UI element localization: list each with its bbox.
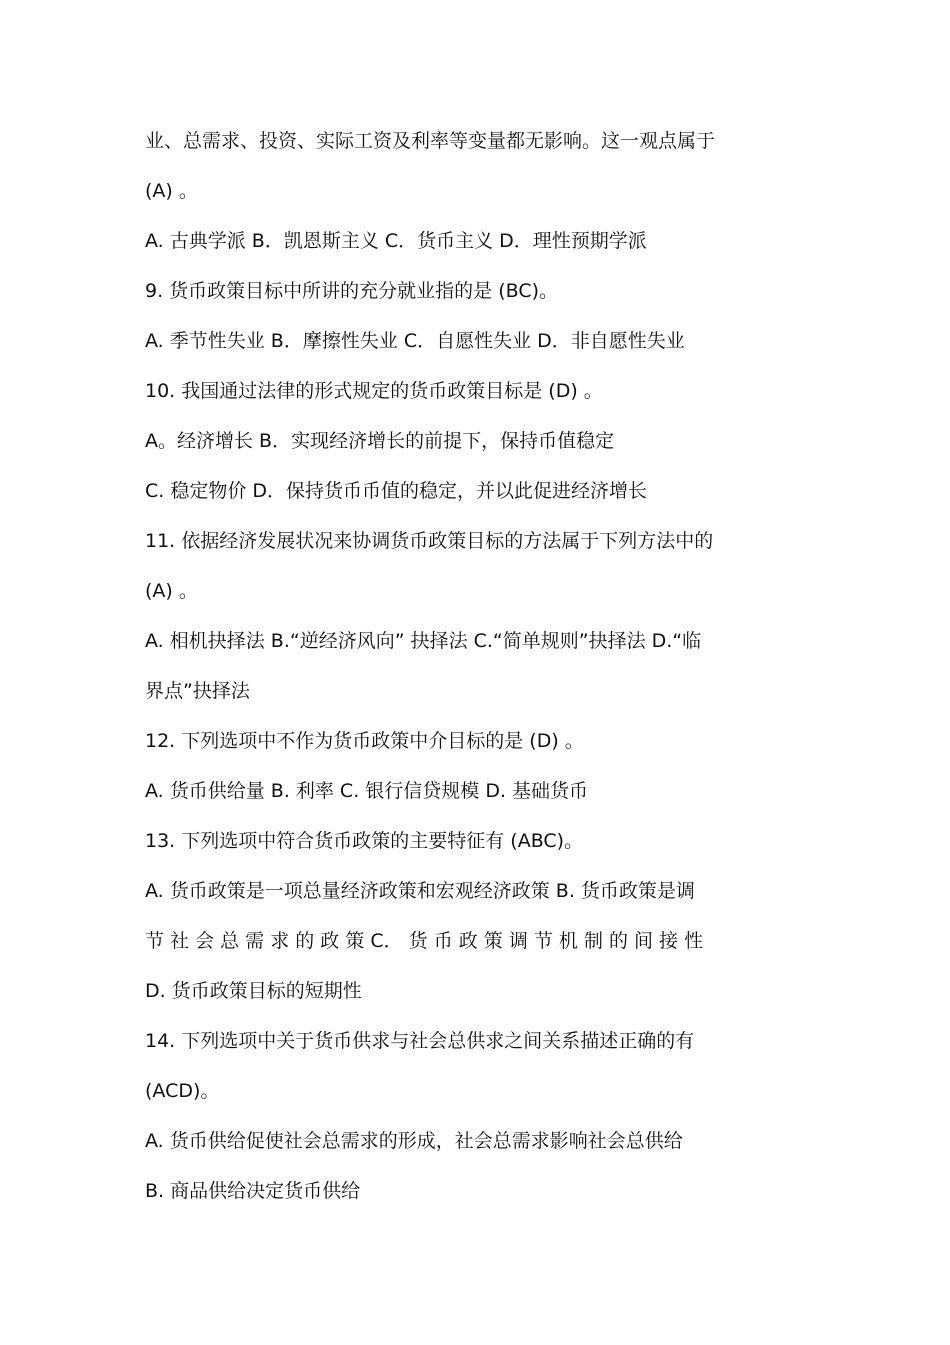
question-text-block xyxy=(145,116,810,1216)
question-10: 10. 我国通过法律的形式规定的货币政策目标是 (D) 。 xyxy=(145,380,603,402)
options-line-continued: 界点”抉择法 xyxy=(145,680,250,702)
options-line: A. 相机抉择法 B.“逆经济风向” 抉择法 C.“简单规则”抉择法 D.“临 xyxy=(145,630,702,652)
options-line: C. 稳定物价 D．保持货币币值的稳定，并以此促进经济增长 xyxy=(145,480,648,502)
options-line-continued: 节 社 会 总 需 求 的 政 策 C． 货 币 政 策 调 节 机 制 的 间 接 性 xyxy=(145,930,704,952)
question-14: 14. 下列选项中关于货币供求与社会总供求之间关系描述正确的有 xyxy=(145,1030,695,1052)
question-11: 11. 依据经济发展状况来协调货币政策目标的方法属于下列方法中的 xyxy=(145,530,714,552)
answer-line: (A) 。 xyxy=(145,180,198,202)
options-line: D. 货币政策目标的短期性 xyxy=(145,980,362,1002)
options-line: A. 货币供给量 B. 利率 C. 银行信贷规模 D. 基础货币 xyxy=(145,780,589,802)
question-12: 12. 下列选项中不作为货币政策中介目标的是 (D) 。 xyxy=(145,730,584,752)
options-line: A. 货币供给促使社会总需求的形成，社会总需求影响社会总供给 xyxy=(145,1130,683,1152)
options-line: A。经济增长 B．实现经济增长的前提下，保持币值稳定 xyxy=(145,430,615,452)
options-line: B. 商品供给决定货币供给 xyxy=(145,1180,361,1202)
answer-line: (ACD)。 xyxy=(145,1080,220,1102)
options-line: A. 货币政策是一项总量经济政策和宏观经济政策 B. 货币政策是调 xyxy=(145,880,695,902)
options-line: A. 季节性失业 B．摩擦性失业 C．自愿性失业 D．非自愿性失业 xyxy=(145,330,685,352)
text-line: 业、总需求、投资、实际工资及利率等变量都无影响。这一观点属于 xyxy=(145,130,716,152)
question-13: 13. 下列选项中符合货币政策的主要特征有 (ABC)。 xyxy=(145,830,584,852)
question-9: 9. 货币政策目标中所讲的充分就业指的是 (BC)。 xyxy=(145,280,559,302)
options-line: A. 古典学派 B．凯恩斯主义 C．货币主义 D．理性预期学派 xyxy=(145,230,647,252)
answer-line: (A) 。 xyxy=(145,580,198,602)
